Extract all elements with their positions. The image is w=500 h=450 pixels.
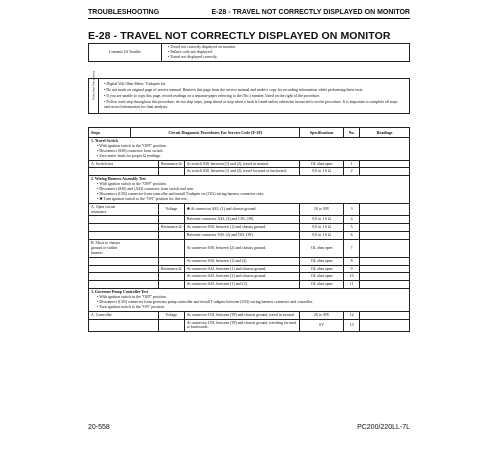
table-row [89, 273, 410, 281]
section-step: • Zero meter leads for proper Ω readings. [97, 154, 407, 159]
table-row [89, 281, 410, 289]
table-row [89, 311, 410, 319]
row-reading [360, 319, 410, 332]
section-step: • Disconnect (C03) connector from controller and install T-adapter on (C03) wiring harness connector only. [97, 192, 407, 197]
row-label-spacer [130, 216, 158, 224]
row-procedure: At connector C03, between (39) and chassis ground, travel in neutral. [184, 311, 300, 319]
header-code-title: E-28 - TRAVEL NOT CORRECTLY DISPLAYED ON MONITOR [211, 9, 410, 16]
row-procedure: At switch S30, between (1) and (2), travel forward or backward. [184, 168, 300, 176]
row-reading [360, 311, 410, 319]
header-steps: Steps [89, 128, 131, 138]
header-readings: Readings [360, 128, 410, 138]
row-spec: OL ohm open [300, 281, 344, 289]
section-step: • With ignition switch in the "OFF" position. [97, 182, 407, 187]
row-number: 8 [344, 257, 360, 265]
row-mode [158, 281, 184, 289]
row-reading [360, 160, 410, 168]
row-number: 10 [344, 273, 360, 281]
row-label-spacer [130, 232, 158, 240]
row-spec: OL ohm open [300, 160, 344, 168]
row-label-spacer [130, 319, 158, 332]
row-mode [158, 216, 184, 224]
section-header-row [89, 289, 410, 312]
row-spec: 0.0 to 1.0 Ω [300, 232, 344, 240]
row-label [89, 319, 131, 332]
row-label-spacer [130, 265, 158, 273]
header-section: TROUBLESHOOTING [88, 9, 160, 16]
tools-label: Tools And Precautions [91, 70, 96, 101]
row-reading [360, 265, 410, 273]
row-procedure: Between connector S30, (2) and C03, (39). [184, 232, 300, 240]
table-row [89, 224, 410, 232]
row-procedure: ✱ At connector A43, (1) and chassis ground. [184, 203, 300, 216]
row-label [89, 224, 131, 232]
row-procedure: At connector S30, between (2) and chassis ground. [184, 240, 300, 258]
row-number: 2 [344, 168, 360, 176]
row-mode: Resistance Ω [158, 160, 184, 168]
row-number: 6 [344, 232, 360, 240]
row-number: 12 [344, 311, 360, 319]
row-label: A. Switch test [89, 160, 131, 168]
row-spec: OL ohm open [300, 257, 344, 265]
row-spec: 20 to 30V [300, 311, 344, 319]
row-spec: 20 to 30V [300, 203, 344, 216]
row-mode [158, 273, 184, 281]
table-row [89, 216, 410, 224]
row-reading [360, 257, 410, 265]
table-body [89, 138, 410, 332]
row-label: B. Short to chassis ground or within harness [89, 240, 131, 258]
row-procedure: At switch S30, between (1) and (2), travel in neutral. [184, 160, 300, 168]
contents-item: • Travel not correctly displayed on monitor. [168, 45, 407, 50]
section-step: • Turn ignition switch to the "ON" position. [97, 305, 407, 310]
row-label: A. Open circuit resistance [89, 203, 131, 216]
section-header-cell [89, 176, 410, 203]
row-mode [158, 240, 184, 258]
row-mode: Resistance Ω [158, 265, 184, 273]
row-spec: 0V [300, 319, 344, 332]
row-number: 1 [344, 160, 360, 168]
tools-precautions-table [88, 70, 410, 114]
header-rule [88, 18, 410, 19]
precaution-item: • If you are unable to copy this page, record readings on a separate paper referring to the (No.) number, listed on the right of the procedure. [104, 94, 404, 99]
row-procedure: Between connector A43, (2) and C03, (39). [184, 216, 300, 224]
row-number: 11 [344, 281, 360, 289]
row-label-spacer [130, 160, 158, 168]
row-label [89, 273, 131, 281]
row-label-spacer [130, 257, 158, 265]
row-label [89, 232, 131, 240]
section-title: 3. Governor Pump Controller Test [91, 290, 148, 295]
table-row [89, 160, 410, 168]
row-spec: OL ohm open [300, 273, 344, 281]
page-number: 20-558 [88, 424, 110, 431]
section-step: • ✱ Turn ignition switch to the "ON" position for this test. [97, 197, 407, 202]
section-steps [91, 295, 407, 310]
row-reading [360, 216, 410, 224]
row-mode: Resistance Ω [158, 224, 184, 232]
table-row [89, 240, 410, 258]
page-title: E-28 - TRAVEL NOT CORRECTLY DISPLAYED ON MONITOR [88, 30, 391, 42]
contents-item: • Failure code not displayed. [168, 50, 407, 55]
diagnostic-procedure-table [88, 127, 410, 332]
tools-items [99, 79, 410, 114]
row-label: A. Controller [89, 311, 131, 319]
row-spec: 0.0 to 1.0 Ω [300, 168, 344, 176]
table-row [89, 265, 410, 273]
header-specs: Specifications [300, 128, 344, 138]
contents-items [162, 44, 410, 62]
table-row [89, 319, 410, 332]
row-label [89, 257, 131, 265]
section-title: 1. Travel Switch [91, 139, 118, 143]
section-step: • Disconnect (S30) connector from switch. [97, 149, 407, 154]
row-reading [360, 281, 410, 289]
row-number: 13 [344, 319, 360, 332]
section-step: • Disconnect (C03) connector from governor pump controller and install T-adapter between (C03) wiring harness connector and controller. [97, 300, 407, 305]
precaution-item: • Follow each step throughout this procedure, do not skip steps, jump ahead or stop when a fault is found unless otherwise instructed to in the procedure. It is important to complete all steps and record information for final analysis. [104, 100, 404, 110]
row-label-spacer [130, 311, 158, 319]
row-label-spacer [130, 224, 158, 232]
section-step: • With ignition switch in the "OFF" position. [97, 144, 407, 149]
header-procedure: Circuit Diagnostic Procedures For Service Code [E-28] [130, 128, 299, 138]
row-label-spacer [130, 203, 158, 216]
section-step: • Disconnect (S30) and (A43) connector from switch and arm. [97, 187, 407, 192]
table-row [89, 203, 410, 216]
table-header-row [89, 128, 410, 138]
row-procedure: At connector S30, between (1) and chassis ground. [184, 224, 300, 232]
row-mode [158, 257, 184, 265]
row-mode [158, 232, 184, 240]
row-label [89, 281, 131, 289]
precaution-item: • Digital Volt Ohm Meter, T-adapter kit. [104, 82, 404, 87]
row-spec: 0.0 to 1.0 Ω [300, 216, 344, 224]
section-steps [91, 144, 407, 159]
section-header-row [89, 176, 410, 203]
model-number: PC200/220LL-7L [357, 424, 410, 431]
row-procedure: At connector C03, between (39) and chassis ground, traveling forward or backwards. [184, 319, 300, 332]
row-spec: 0.0 to 1.0 Ω [300, 224, 344, 232]
table-row [89, 168, 410, 176]
tools-label-cell [89, 70, 99, 114]
row-spec: OL ohm open [300, 265, 344, 273]
section-title: 2. Wiring Harness Assembly Test [91, 177, 146, 182]
row-label-spacer [130, 281, 158, 289]
row-procedure: At connector A43, between (2) and chassis ground. [184, 273, 300, 281]
row-reading [360, 203, 410, 216]
row-procedure: At connector A43, between (1) and chassis ground. [184, 265, 300, 273]
section-header-cell [89, 138, 410, 161]
row-number: 5 [344, 224, 360, 232]
row-procedure: At connector A43, between (1) and (2). [184, 281, 300, 289]
row-reading [360, 240, 410, 258]
row-mode [158, 168, 184, 176]
table-row [89, 232, 410, 240]
row-reading [360, 224, 410, 232]
section-steps [91, 182, 407, 202]
section-header-row [89, 138, 410, 161]
section-step: • With ignition switch in the "OFF" position. [97, 295, 407, 300]
row-mode: Voltage [158, 311, 184, 319]
row-procedure: At connector S30, between (1) and (2). [184, 257, 300, 265]
table-row [89, 257, 410, 265]
row-label-spacer [130, 273, 158, 281]
precaution-item: • Do not mark on original page of service manual. Remove this page from the service manual and make a copy for recording information while performing these tests. [104, 88, 404, 93]
row-number: 3 [344, 203, 360, 216]
row-mode: Voltage [158, 203, 184, 216]
row-label [89, 216, 131, 224]
row-label-spacer [130, 240, 158, 258]
contents-item: • Travel not displayed correctly. [168, 55, 407, 60]
row-reading [360, 273, 410, 281]
row-reading [360, 232, 410, 240]
header-no: No. [344, 128, 360, 138]
row-reading [360, 168, 410, 176]
row-number: 4 [344, 216, 360, 224]
section-header-cell [89, 289, 410, 312]
row-label [89, 265, 131, 273]
contents-label: Contents Of Trouble [89, 44, 162, 62]
row-number: 7 [344, 240, 360, 258]
row-number: 9 [344, 265, 360, 273]
contents-of-trouble-table [88, 43, 410, 62]
row-spec: OL ohm open [300, 240, 344, 258]
row-label-spacer [130, 168, 158, 176]
row-label [89, 168, 131, 176]
row-mode [158, 319, 184, 332]
